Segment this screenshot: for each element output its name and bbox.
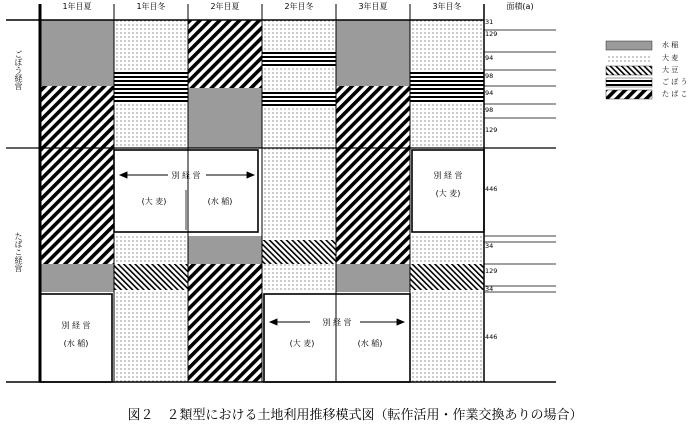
inset-bottom-left-title: 別 経 営 [61,321,91,330]
row-label-gobo: ごぼう経営 [14,50,23,90]
header-y1-summer: 1年目夏 [62,2,92,11]
legend-swatch-barley [606,54,652,63]
tob-c4-barley2 [262,264,336,292]
gobo-c6-gobo [410,70,484,104]
area-value: 34 [485,285,494,293]
area-value: 129 [485,126,498,134]
legend-label-rice: 水 稲 [662,41,679,49]
gobo-c4-gobo2 [262,90,336,106]
area-value: 129 [485,267,498,275]
tob-c2-barley2 [114,290,188,382]
inset-bottom-left-crop: (大 麦) [289,339,315,348]
gobo-c3-tobacco [188,20,262,88]
legend-swatch-soy [606,66,652,75]
legend-label-soy: 大 豆 [662,66,679,74]
header-area: 面積(a) [506,2,534,11]
figure-caption: 図２ ２類型における土地利用推移模式図（転作活用・作業交換ありの場合） [127,408,583,423]
area-value: 94 [485,54,494,62]
legend-swatches [606,41,652,99]
area-value: 98 [485,106,494,114]
area-value: 34 [485,242,494,250]
area-value: 31 [485,18,494,26]
header-y2-winter: 2年目冬 [284,2,314,11]
area-value: 98 [485,72,494,80]
inset-right-title: 別 経 営 [433,171,463,180]
tob-c4-barley [262,148,336,240]
header-y3-winter: 3年目冬 [432,2,462,11]
inset-right-sub: (大 麦) [435,189,461,198]
row-label-tobacco: たばこ経営 [14,232,23,272]
gobo-c4-barley2 [262,68,336,90]
gobo-c2-barley [114,20,188,70]
gobo-c1-tobacco [40,86,114,148]
tob-c3-tobacco [188,264,262,382]
gobo-c4-barley [262,20,336,52]
gobo-c5-rice [336,20,410,86]
tob-c3-rice [188,236,262,264]
inset-bottom-title: 別 経 営 [322,318,352,327]
legend-swatch-rice [606,41,652,50]
tob-c2-barley [114,236,188,264]
area-value: 446 [485,333,498,341]
tob-c5-tobacco [336,148,410,264]
tob-c5-rice [336,264,410,292]
legend-label-barley: 大 麦 [662,54,679,62]
gobo-c2-barley2 [114,104,188,148]
tob-c1-tobacco [40,148,114,264]
inset-top-right: (水 稲) [207,197,233,206]
tob-c6-soy [410,264,484,290]
tob-c2-soy [114,264,188,290]
gobo-c3-rice [188,88,262,148]
legend-label-gobo: ご ぼ う [662,78,688,86]
gobo-c5-tobacco [336,86,410,148]
inset-top-title: 別 経 営 [171,171,201,180]
tob-c1-rice [40,264,114,292]
inset-top-left: (大 麦) [141,197,167,206]
gobo-c6-barley2 [410,104,484,148]
legend-label-tobacco: た ば こ [662,90,688,98]
header-y1-winter: 1年目冬 [136,2,166,11]
area-value: 94 [485,89,494,97]
gobo-c1-rice [40,20,114,86]
tob-c4-soy [262,240,336,264]
gobo-c4-gobo [262,52,336,68]
legend-swatch-tobacco [606,90,652,99]
tob-c6-barley2 [410,290,484,382]
gobo-c6-barley [410,20,484,70]
inset-bottom-right-crop: (水 稲) [357,339,383,348]
gobo-c4-barley3 [262,106,336,148]
header-y2-summer: 2年目夏 [210,2,240,11]
tob-c6-barley [410,236,484,264]
legend-swatch-gobo [606,78,652,87]
inset-bottom-left-sub: (水 稲) [63,339,89,348]
gobo-c2-gobo [114,70,188,104]
area-value: 129 [485,30,498,38]
area-value: 446 [485,185,498,193]
header-y3-summer: 3年目夏 [358,2,388,11]
